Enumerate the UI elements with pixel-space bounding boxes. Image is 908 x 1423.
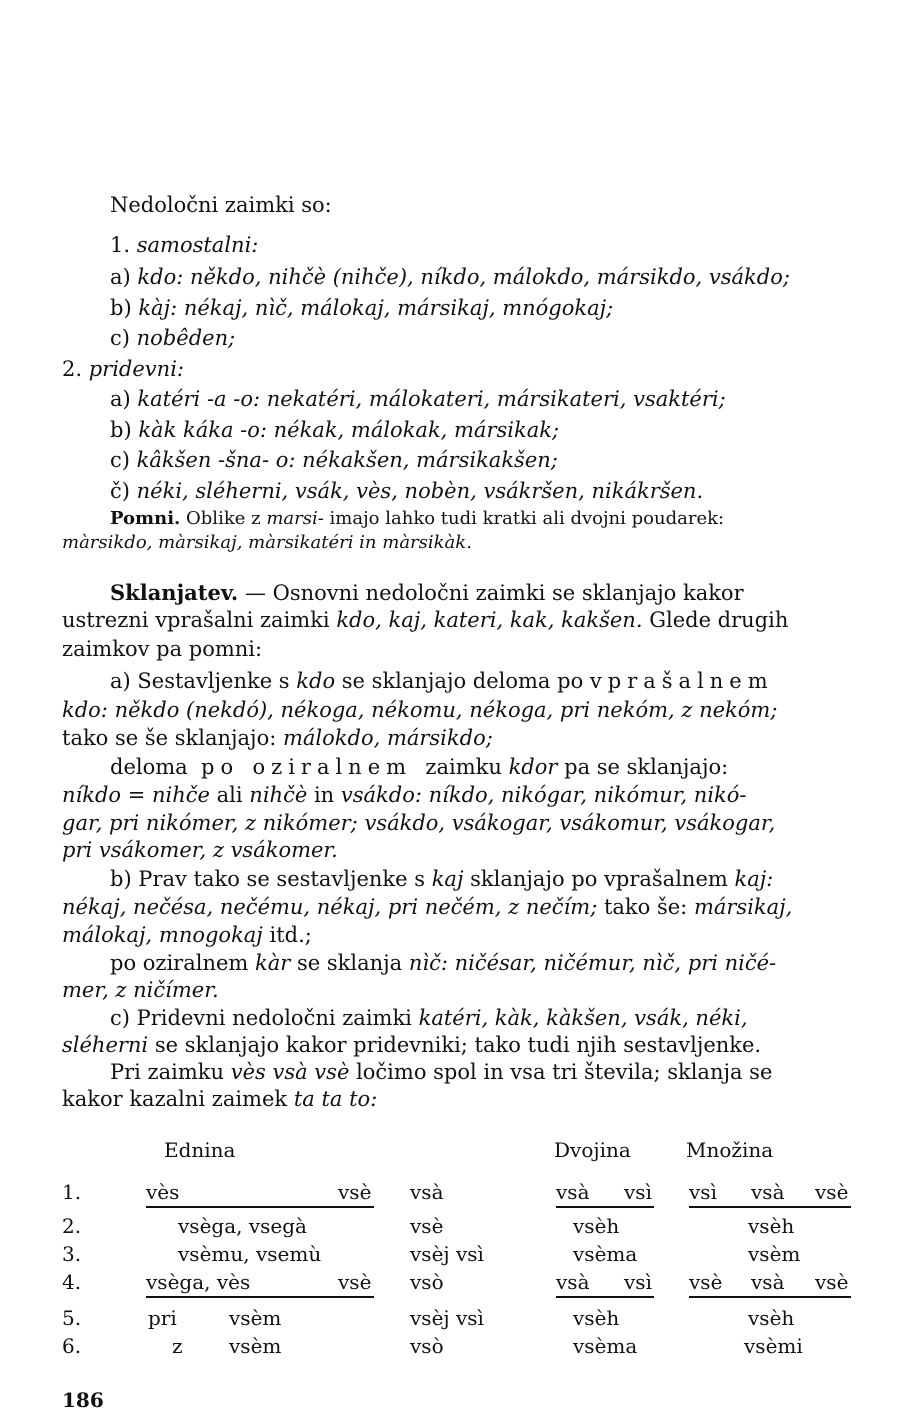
paragraph-text: deloma	[110, 755, 188, 779]
table-cell: vsèga, vès	[146, 1270, 251, 1294]
item-prefix: c)	[110, 326, 130, 350]
paragraph-text: ali	[216, 783, 243, 807]
item-prefix: b)	[110, 418, 132, 442]
table-cell: vsè	[410, 1214, 444, 1238]
item-text: kàk káka -o: nékak, málokak, mársikak;	[138, 418, 560, 442]
paragraph-text: in	[313, 783, 335, 807]
table-cell: vsà	[556, 1270, 590, 1294]
brace-underline	[556, 1290, 654, 1298]
sklanjatev-label: Sklanjatev.	[110, 580, 239, 605]
brace-underline	[556, 1200, 654, 1208]
paragraph-term: nihčè	[249, 783, 308, 807]
para-c-line-2	[62, 1032, 761, 1058]
para-a-line-6	[62, 810, 775, 836]
paragraph-text: se sklanjajo deloma po	[341, 669, 584, 693]
table-cell: vès	[146, 1180, 180, 1204]
paragraph-text: zaimku	[425, 755, 502, 779]
row-number: 4.	[62, 1270, 82, 1294]
table-cell: pri	[148, 1306, 177, 1330]
paragraph-term: nékaj, nečésa, nečému, nékaj, pri nečém, z nečím;	[62, 895, 598, 919]
paragraph-text: ustrezni vprašalni zaimki	[62, 608, 330, 632]
item-text: nobêden;	[136, 326, 236, 350]
paragraph-text: sklanjajo po vprašalnem	[470, 867, 728, 891]
table-cell: vsì	[624, 1270, 652, 1294]
brace-underline	[689, 1290, 851, 1298]
list-item-2b	[110, 417, 559, 443]
spaced-term: po	[201, 755, 240, 779]
sklanjatev-line-1	[110, 580, 744, 606]
brace-underline	[689, 1200, 851, 1208]
item-prefix: b)	[110, 296, 132, 320]
table-cell: vsèm	[748, 1242, 801, 1266]
list-item-1a	[110, 264, 790, 290]
paragraph-text: ločimo spol in vsa tri števila; sklanja se	[356, 1060, 773, 1084]
para-b-line-3	[62, 922, 312, 948]
table-cell: vsè	[815, 1270, 849, 1294]
table-cell: vsèh	[573, 1306, 620, 1330]
paragraph-term: vsákdo:	[340, 783, 422, 807]
paragraph-text: b) Prav tako se sestavljenke s	[110, 867, 426, 891]
table-cell: vsèmi	[744, 1334, 803, 1358]
paragraph-text: c) Pridevni nedoločni zaimki	[110, 1006, 412, 1030]
paragraph-text: tako se še sklanjajo:	[62, 726, 277, 750]
table-cell: vsà	[751, 1270, 785, 1294]
brace-underline	[146, 1290, 374, 1298]
paragraph-term: vès vsà vsè	[230, 1060, 350, 1084]
sklanjatev-line-3: zaimkov pa pomni:	[62, 637, 263, 661]
paragraph-term: ta ta to:	[293, 1087, 378, 1111]
pomni-text: Oblike z	[186, 508, 261, 529]
pomni-text: imajo lahko tudi kratki ali dvojni poudarek:	[329, 508, 725, 529]
section-2-heading	[62, 356, 184, 382]
row-number: 2.	[62, 1214, 82, 1238]
list-item-1c	[110, 325, 235, 351]
row-number: 5.	[62, 1306, 82, 1330]
item-prefix: c)	[110, 448, 130, 472]
section-2-number: 2.	[62, 357, 83, 381]
intro-line: Nedoločni zaimki so:	[110, 193, 332, 217]
paragraph-term: kdor	[508, 755, 558, 779]
table-cell: vsò	[410, 1270, 444, 1294]
paragraph-term: gar, pri nikómer, z nikómer;	[62, 811, 358, 835]
item-text: kdo: někdo, nihčè (nihče), níkdo, málokdo, mársikdo, vsákdo;	[137, 265, 790, 289]
paragraph-term: nìč:	[408, 951, 448, 975]
paragraph-term: kaj	[431, 867, 464, 891]
paragraph-term: kdo	[296, 669, 336, 693]
paragraph-text: se sklanjajo kakor pridevniki; tako tudi njih sestavljenke.	[154, 1033, 762, 1057]
item-text: néki, sléherni, vsák, vès, nobèn, vsákršen, nikákršen.	[136, 479, 704, 503]
table-cell: vsè	[689, 1270, 723, 1294]
table-cell: vsèmu, vsemù	[178, 1242, 322, 1266]
sklanjatev-line-2	[62, 607, 788, 633]
table-cell: vsèma	[573, 1334, 638, 1358]
item-prefix: č)	[110, 479, 130, 503]
row-number: 1.	[62, 1180, 82, 1204]
spaced-term: oziralnem	[252, 755, 413, 779]
paragraph-text: Glede drugih	[649, 608, 789, 632]
para-b-line-4	[110, 950, 776, 976]
item-text: kâkšen -šna- o: nékakšen, mársikakšen;	[136, 448, 558, 472]
table-cell: vsèh	[748, 1214, 795, 1238]
page-number: 186	[62, 1388, 104, 1412]
pomni-term: marsi-	[266, 508, 324, 529]
item-text: katéri -a -o: nekatéri, málokateri, mársikateri, vsaktéri;	[137, 387, 726, 411]
para-a-line-4	[110, 754, 728, 780]
paragraph-term: někdo (nekdó), nékoga, nékomu, nékoga, pri nekóm, z nekóm;	[114, 698, 778, 722]
para-b-line-1	[110, 866, 773, 892]
pomni-note-line-2: màrsikdo, màrsikaj, màrsikatéri in màrsikàk.	[62, 532, 472, 553]
para-a-line-7: pri vsákomer, z vsákomer.	[62, 838, 338, 862]
para-a-line-5	[62, 782, 747, 808]
table-cell: vsà	[410, 1180, 444, 1204]
paragraph-term: kàr	[255, 951, 291, 975]
column-header-ednina: Ednina	[164, 1138, 236, 1162]
table-cell: z	[172, 1334, 183, 1358]
table-cell: vsè	[815, 1180, 849, 1204]
paragraph-term: kaj:	[734, 867, 774, 891]
table-cell: vsèm	[229, 1334, 282, 1358]
paragraph-term: ničésar, ničémur, nìč, pri ničé-	[454, 951, 777, 975]
paragraph-text: se sklanja	[297, 951, 403, 975]
table-cell: vsèga, vsegà	[178, 1214, 307, 1238]
pomni-note-line-1	[110, 506, 724, 532]
table-cell: vsà	[556, 1180, 590, 1204]
paragraph-term: sléherni	[62, 1033, 149, 1057]
list-item-1b	[110, 295, 613, 321]
para-a-line-3	[62, 725, 493, 751]
table-cell: vsèm	[229, 1306, 282, 1330]
item-prefix: a)	[110, 265, 131, 289]
item-text: kàj: nékaj, nìč, málokaj, mársikaj, mnógokaj;	[138, 296, 614, 320]
paragraph-text: a) Sestavljenke s	[110, 669, 290, 693]
section-1-heading	[110, 232, 258, 258]
para-a-line-1	[110, 668, 774, 694]
item-prefix: a)	[110, 387, 131, 411]
column-header-dvojina: Dvojina	[554, 1138, 631, 1162]
pri-line-2	[62, 1086, 377, 1112]
table-cell: vsì	[689, 1180, 717, 1204]
paragraph-text: kakor kazalni zaimek	[62, 1087, 288, 1111]
paragraph-text: Pri zaimku	[110, 1060, 225, 1084]
table-cell: vsì	[624, 1180, 652, 1204]
table-cell: vsèj vsì	[410, 1242, 484, 1266]
table-cell: vsè	[338, 1180, 372, 1204]
para-b-line-5: mer, z ničímer.	[62, 978, 219, 1002]
list-item-2d	[110, 478, 703, 504]
table-cell: vsèma	[573, 1242, 638, 1266]
paragraph-term: vsákdo, vsákogar, vsákomur, vsákogar,	[364, 811, 776, 835]
para-b-line-2	[62, 894, 792, 920]
paragraph-text: pa se sklanjajo:	[564, 755, 729, 779]
paragraph-term: kdo:	[62, 698, 108, 722]
section-2-title: pridevni:	[88, 357, 184, 381]
paragraph-term: katéri, kàk, kàkšen, vsák, néki,	[418, 1006, 748, 1030]
paragraph-text: — Osnovni nedoločni zaimki se sklanjajo kakor	[244, 581, 744, 605]
column-header-mnozina: Množina	[686, 1138, 774, 1162]
paragraph-term: kdo, kaj, kateri, kak, kakšen.	[336, 608, 643, 632]
table-cell: vsèh	[748, 1306, 795, 1330]
paragraph-text: po oziralnem	[110, 951, 249, 975]
table-cell: vsèj vsì	[410, 1306, 484, 1330]
table-cell: vsà	[751, 1180, 785, 1204]
table-cell: vsò	[410, 1334, 444, 1358]
section-1-number: 1.	[110, 233, 131, 257]
brace-underline	[146, 1200, 374, 1208]
para-a-line-2	[62, 697, 777, 723]
list-item-2a	[110, 386, 726, 412]
spaced-term: vprašalnem	[589, 669, 774, 693]
section-1-title: samostalni:	[136, 233, 259, 257]
row-number: 3.	[62, 1242, 82, 1266]
list-item-2c	[110, 447, 558, 473]
pomni-label: Pomni.	[110, 508, 181, 529]
paragraph-term: málokdo, mársikdo;	[282, 726, 493, 750]
table-cell: vsè	[338, 1270, 372, 1294]
paragraph-term: málokaj, mnogokaj	[62, 923, 263, 947]
para-c-line-1	[110, 1005, 748, 1031]
paragraph-text: tako še:	[603, 895, 688, 919]
pri-line-1	[110, 1059, 772, 1085]
paragraph-term: níkdo = nihče	[62, 783, 210, 807]
paragraph-term: níkdo, nikógar, nikómur, nikó-	[428, 783, 747, 807]
paragraph-text: itd.;	[269, 923, 312, 947]
row-number: 6.	[62, 1334, 82, 1358]
paragraph-term: mársikaj,	[693, 895, 793, 919]
table-cell: vsèh	[573, 1214, 620, 1238]
